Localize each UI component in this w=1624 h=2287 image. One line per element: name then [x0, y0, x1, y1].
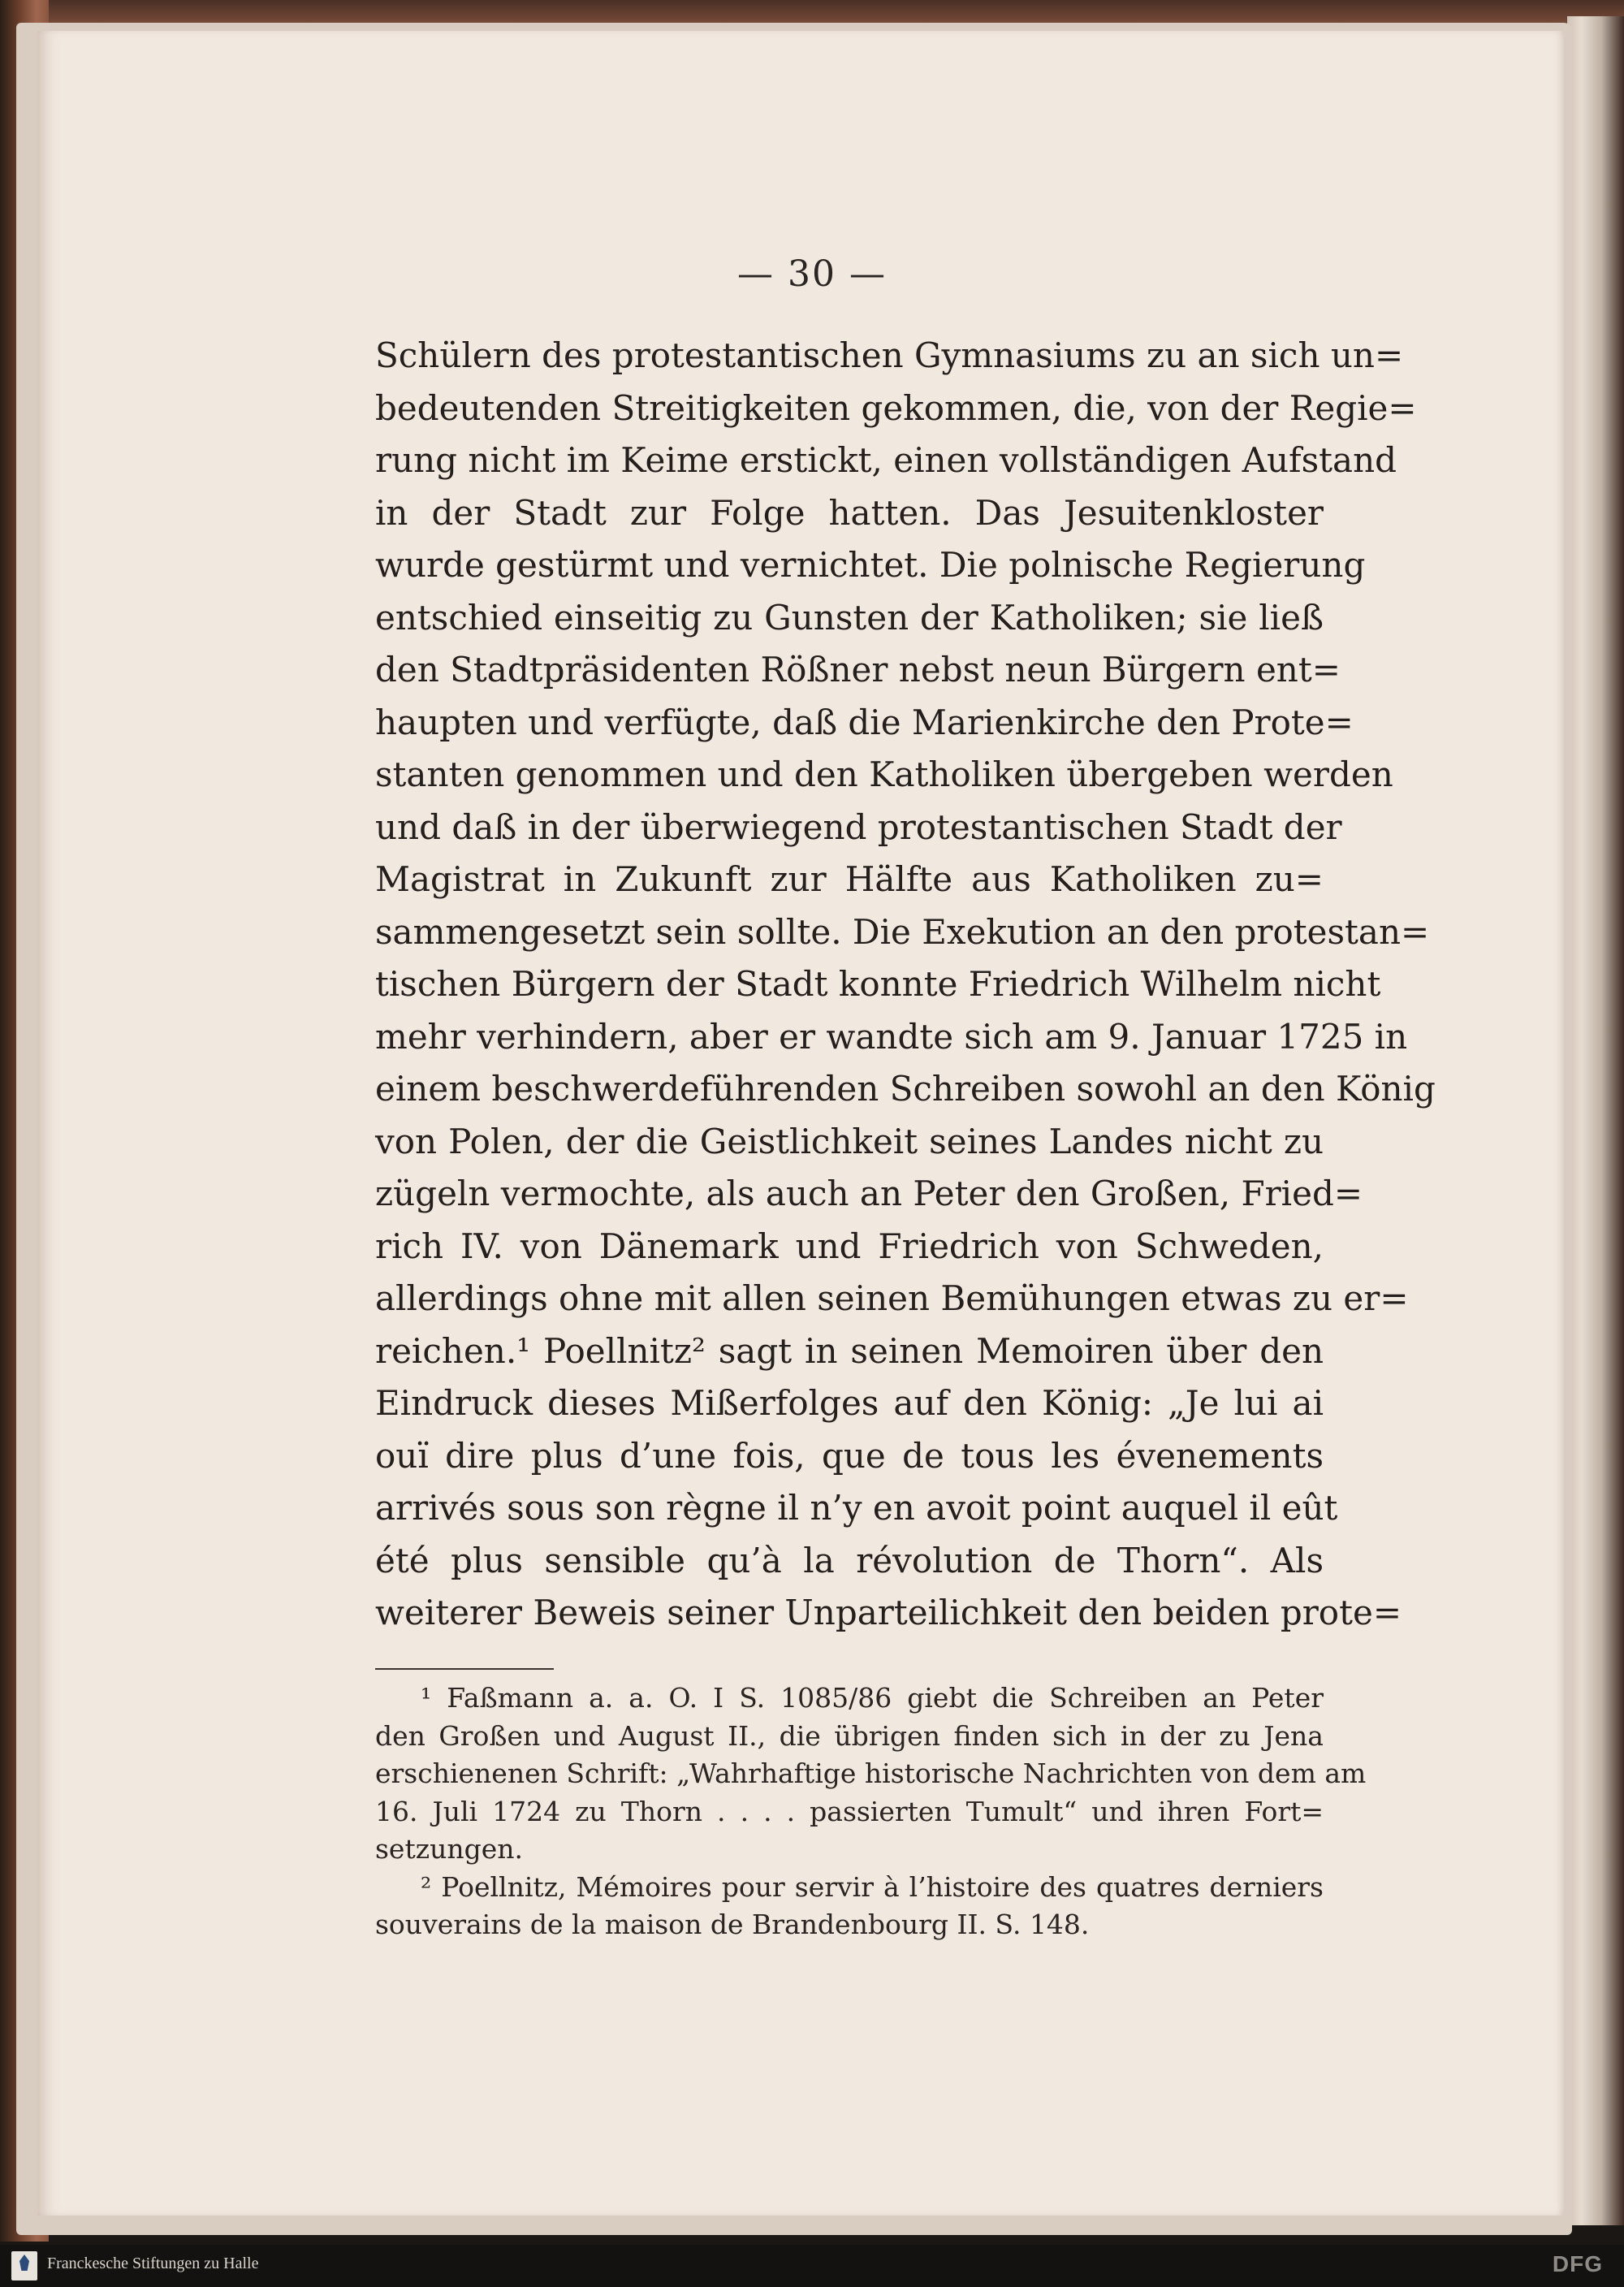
footnote-line: setzungen. [375, 1833, 524, 1865]
book-cover-right-edge [1567, 16, 1624, 2225]
footnote-line: ¹ Faßmann a. a. O. I S. 1085/86 giebt die Schreiben an Peter [421, 1682, 1324, 1714]
footnote-line: erschienenen Schrift: „Wahrhaftige historische Nachrichten von dem am [375, 1757, 1367, 1789]
body-line: Magistrat in Zukunft zur Hälfte aus Katholiken zu= [375, 859, 1324, 899]
body-line: arrivés sous son règne il n’y en avoit point auquel il eût [375, 1488, 1338, 1528]
dfg-logo: DFG [1552, 2251, 1603, 2276]
body-line: allerdings ohne mit allen seinen Bemühungen etwas zu er= [375, 1278, 1409, 1318]
body-line: bedeutenden Streitigkeiten gekommen, die, von der Regie= [375, 387, 1417, 428]
body-text [375, 330, 1436, 1640]
body-line: weiterer Beweis seiner Unparteilichkeit den beiden prote= [375, 1593, 1402, 1632]
body-line: und daß in der überwiegend protestantischen Stadt der [375, 806, 1342, 847]
body-line: den Stadtpräsidenten Rößner nebst neun Bürgern ent= [375, 650, 1341, 690]
body-line: wurde gestürmt und vernichtet. Die polnische Regierung [375, 545, 1366, 585]
body-line: rich IV. von Dänemark und Friedrich von Schweden, [375, 1226, 1324, 1266]
footnote-line: den Großen und August II., die übrigen finden sich in der zu Jena [375, 1719, 1324, 1752]
institution-name: Franckesche Stiftungen zu Halle [47, 2255, 259, 2272]
body-line: in der Stadt zur Folge hatten. Das Jesuitenkloster [375, 492, 1324, 533]
body-line: sammengesetzt sein sollte. Die Exekution an den protestan= [375, 911, 1430, 952]
footnote-line: 16. Juli 1724 zu Thorn . . . . passierten Tumult“ und ihren Fort= [375, 1795, 1324, 1827]
body-line: entschied einseitig zu Gunsten der Katholiken; sie ließ [375, 597, 1324, 638]
body-line: été plus sensible qu’à la révolution de Thorn“. Als [375, 1540, 1324, 1580]
body-line: rung nicht im Keime erstickt, einen vollständigen Aufstand [375, 440, 1397, 480]
body-line: zügeln vermochte, als auch an Peter den Großen, Fried= [375, 1174, 1363, 1213]
body-line: ouï dire plus d’une fois, que de tous les évenements [375, 1435, 1324, 1476]
page-number: — 30 — [737, 253, 887, 295]
footnote-divider [375, 1668, 554, 1670]
body-line: von Polen, der die Geistlichkeit seines Landes nicht zu [375, 1121, 1324, 1161]
footnotes [375, 1680, 1367, 1944]
body-line: mehr verhindern, aber er wandte sich am 9. Januar 1725 in [375, 1016, 1408, 1057]
footnote-line: souverains de la maison de Brandenbourg II. S. 148. [375, 1909, 1090, 1940]
body-line: stanten genommen und den Katholiken übergeben werden [375, 754, 1393, 794]
body-line: tischen Bürgern der Stadt konnte Friedrich Wilhelm nicht [375, 964, 1381, 1004]
body-line: einem beschwerdeführenden Schreiben sowohl an den König [375, 1069, 1436, 1109]
footnote-line: ² Poellnitz, Mémoires pour servir à l’histoire des quatres derniers [421, 1870, 1324, 1903]
body-line: Eindruck dieses Mißerfolges auf den König: „Je lui ai [375, 1383, 1324, 1423]
body-line: haupten und verfügte, daß die Marienkirche den Prote= [375, 702, 1354, 742]
body-line: Schülern des protestantischen Gymnasiums zu an sich un= [375, 335, 1404, 375]
body-line: reichen.¹ Poellnitz² sagt in seinen Memoiren über den [375, 1330, 1324, 1371]
